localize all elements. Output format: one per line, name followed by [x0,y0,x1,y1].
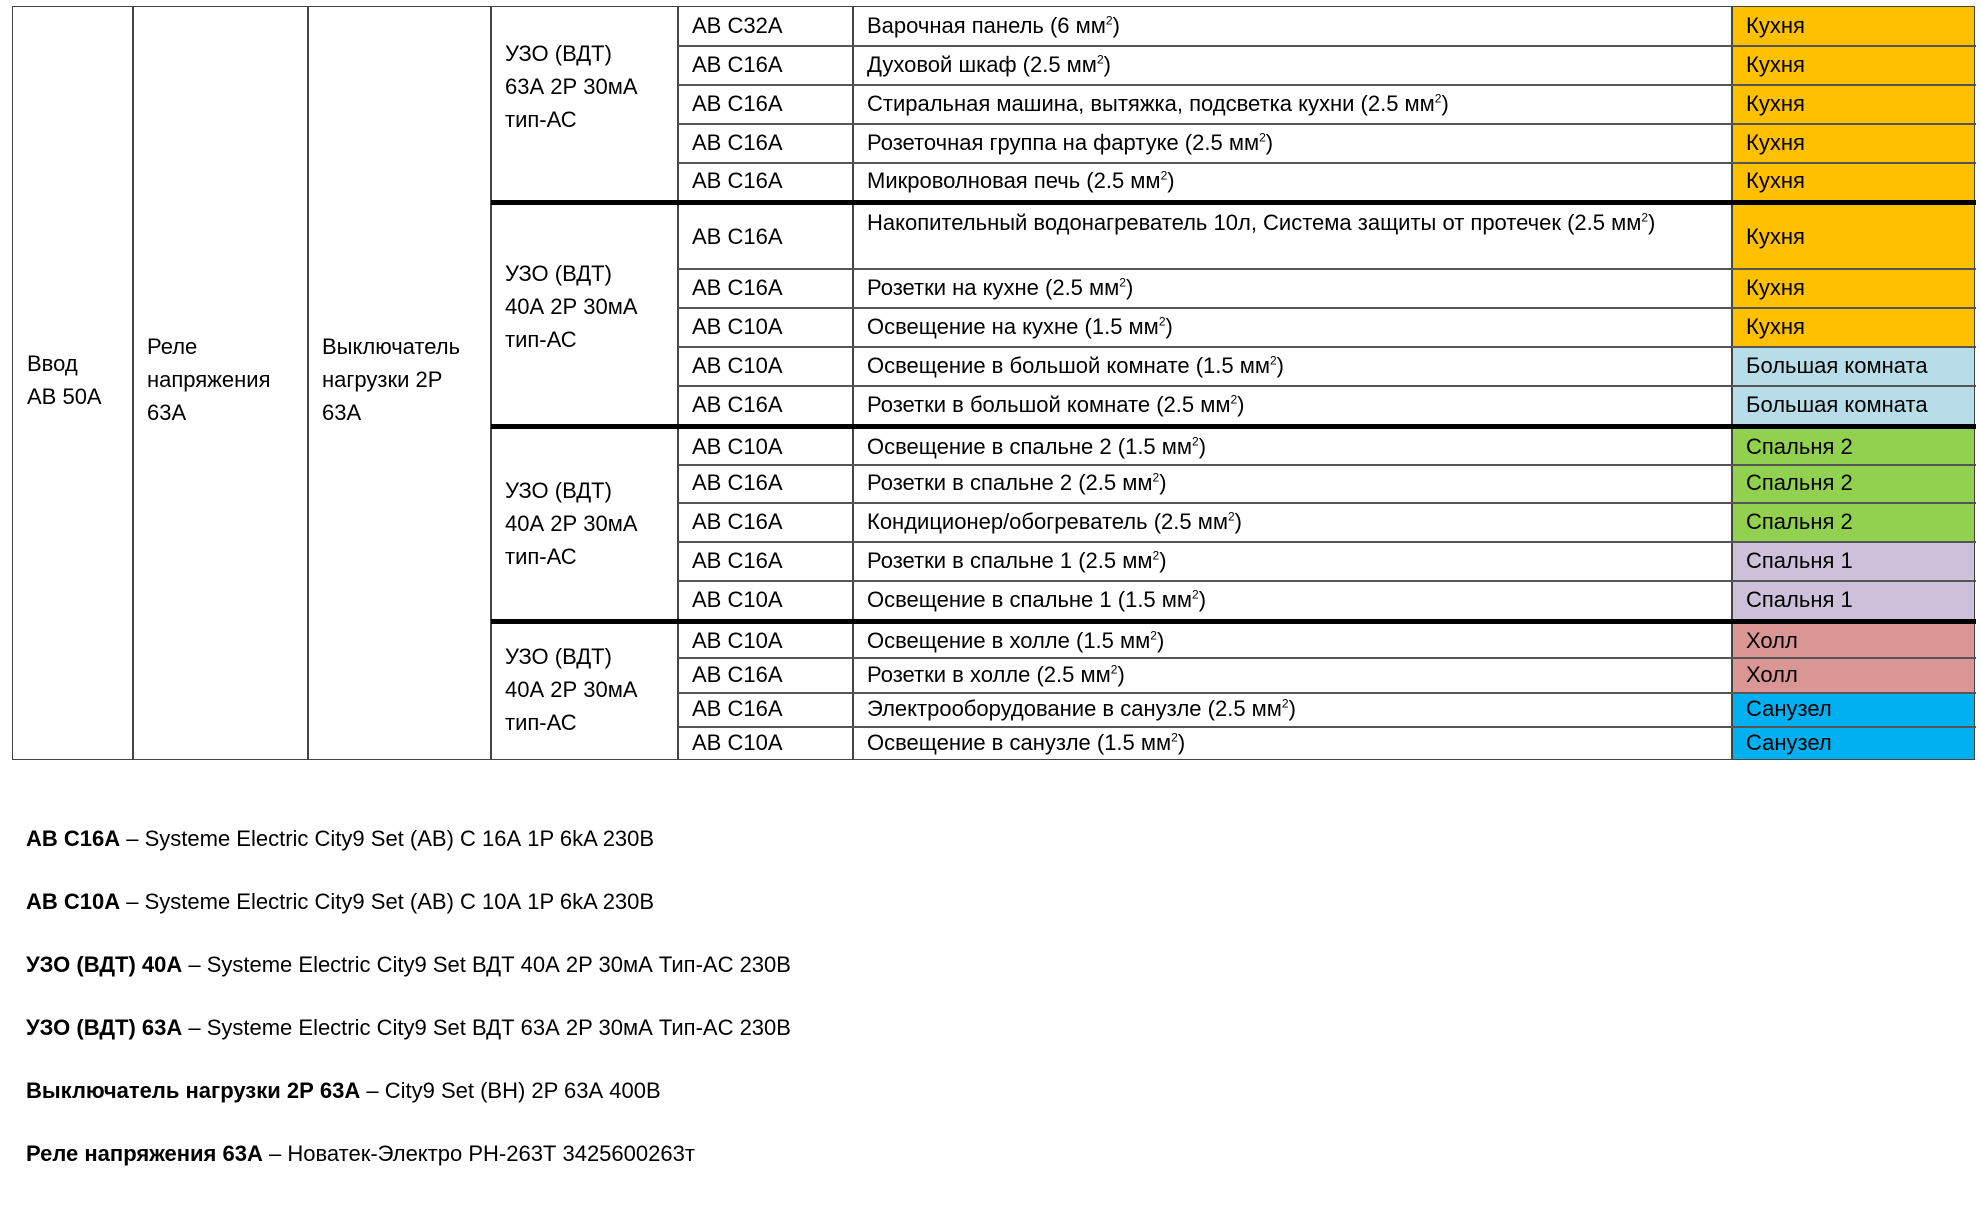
room-cell: Кухня [1732,84,1974,123]
load-description-cell: Освещение в большой комнате (1.5 $мм^2$) [867,352,1284,378]
room-cell: Спальня 2 [1732,502,1974,541]
note-item: Реле напряжения 63А – Новатек-Электро РН-263Т 3425600263т [26,1141,695,1166]
load-description-cell: Розетки в спальне 2 (2.5 $мм^2$) [867,470,1167,495]
load-description-cell: Варочная панель (6 $мм^2$) [867,13,1120,38]
row-separator [678,580,1976,582]
note-item: АВ С10А – Systeme Electric City9 Set (АВ) C 10А 1P 6kA 230В [26,889,655,914]
breaker-cell: АВ С16А [692,51,783,77]
breaker-cell: АВ С10А [692,586,783,612]
note-item: АВ С16А – Systeme Electric City9 Set (АВ) C 16А 1P 6kA 230В [26,826,655,851]
load-description-cell: Розетки в большой комнате (2.5 $мм^2$) [867,391,1245,417]
breaker-cell: АВ С10А [692,433,783,459]
load-description-cell: Розеточная группа на фартуке (2.5 $мм^2$) [867,129,1274,155]
rcd-group-3: УЗО (ВДТ) 40А 2Р 30мА тип-АС [505,478,638,569]
breaker-cell: АВ С10А [692,313,783,339]
breaker-cell: АВ С16А [692,223,783,249]
breaker-cell: АВ С16А [692,661,783,687]
breaker-cell: АВ С16А [692,391,783,417]
row-separator [678,385,1976,387]
note-item: УЗО (ВДТ) 40А – Systeme Electric City9 Set ВДТ 40А 2P 30мА Тип-AC 230В [26,952,791,977]
group-separator [491,424,1976,429]
row-separator [678,123,1976,125]
load-description-cell: Розетки на кухне (2.5 $мм^2$) [867,274,1134,300]
load-description-cell: Духовой шкаф (2.5 $мм^2$) [867,51,1111,77]
row-separator [678,502,1976,504]
room-cell: Санузел [1732,726,1974,759]
row-separator [678,346,1976,348]
row-separator [678,84,1976,86]
load-description-cell: Стиральная машина, вытяжка, подсветка кухни (2.5 $мм^2$) [867,90,1449,116]
rcd-group-4: УЗО (ВДТ) 40А 2Р 30мА тип-АС [505,644,638,735]
breaker-cell: АВ С16А [692,274,783,300]
breaker-cell: АВ С32А [692,13,783,38]
load-description-cell: Освещение в холле (1.5 $мм^2$) [867,628,1165,653]
breaker-cell: АВ С16А [692,547,783,573]
load-description-cell: Освещение в санузле (1.5 $мм^2$) [867,730,1186,755]
row-separator [678,464,1976,466]
note-item: Выключатель нагрузки 2Р 63А – City9 Set (ВН) 2P 63А 400В [26,1078,661,1103]
room-cell: Спальня 1 [1732,580,1974,619]
column-divider [677,7,679,759]
room-cell: Спальня 1 [1732,541,1974,580]
row-separator [678,692,1976,694]
room-cell: Большая комната [1732,385,1974,424]
room-cell: Кухня [1732,162,1974,200]
load-description-cell: Розетки в спальне 1 (2.5 $мм^2$) [867,547,1167,573]
room-cell: Санузел [1732,692,1974,726]
breaker-cell: АВ С10А [692,352,783,378]
breaker-cell: АВ С16А [692,90,783,116]
column-divider [132,7,134,759]
room-cell: Большая комната [1732,346,1974,385]
rcd-group-2: УЗО (ВДТ) 40А 2Р 30мА тип-АС [505,261,638,352]
row-separator [678,307,1976,309]
breaker-cell: АВ С16А [692,470,783,495]
input-breaker-cell: Ввод АВ 50А [27,351,102,409]
breaker-cell: АВ С10А [692,730,783,755]
load-description-cell: Микроволновая печь (2.5 $мм^2$) [867,168,1175,193]
room-cell: Кухня [1732,268,1974,307]
group-separator [491,200,1976,205]
voltage-relay-cell: Реле напряжения 63А [147,334,271,425]
column-divider [490,7,492,759]
column-divider [307,7,309,759]
group-separator [491,619,1976,624]
row-separator [678,657,1976,659]
room-cell: Кухня [1732,307,1974,346]
rcd-group-1: УЗО (ВДТ) 63А 2Р 30мА тип-АС [505,41,638,132]
room-cell: Кухня [1732,123,1974,162]
row-separator [678,541,1976,543]
note-item: УЗО (ВДТ) 63А – Systeme Electric City9 Set ВДТ 63А 2P 30мА Тип-AC 230В [26,1015,791,1040]
load-description-cell: Освещение в спальне 1 (1.5 $мм^2$) [867,586,1207,612]
breaker-cell: АВ С10А [692,628,783,653]
room-cell: Кухня [1732,45,1974,84]
load-description-cell: Освещение в спальне 2 (1.5 $мм^2$) [867,433,1207,459]
room-cell: Холл [1732,657,1974,692]
load-description-cell: Освещение на кухне (1.5 $мм^2$) [867,313,1173,339]
breaker-cell: АВ С16А [692,129,783,155]
row-separator [678,45,1976,47]
room-cell: Кухня [1732,205,1974,268]
load-description-cell: Электрооборудование в санузле (2.5 $мм^2$) [867,696,1296,721]
room-cell: Холл [1732,624,1974,657]
load-switch-cell: Выключатель нагрузки 2Р 63А [322,334,461,425]
room-cell: Спальня 2 [1732,429,1974,464]
row-separator [678,162,1976,164]
wiring-table [12,6,1975,760]
column-divider [852,7,854,759]
column-divider [1731,7,1733,759]
breaker-cell: АВ С16А [692,168,783,193]
load-description-cell: Розетки в холле (2.5 $мм^2$) [867,661,1125,687]
room-cell: Спальня 2 [1732,464,1974,502]
row-separator [678,726,1976,728]
load-description-cell: Кондиционер/обогреватель (2.5 $мм^2$) [867,508,1242,534]
breaker-cell: АВ С16А [692,696,783,721]
load-description-cell: Накопительный водонагреватель 10л, Система защиты от протечек (2.5 $мм^2$) [867,210,1656,235]
breaker-cell: АВ С16А [692,508,783,534]
row-separator [678,268,1976,270]
room-cell: Кухня [1732,7,1974,45]
